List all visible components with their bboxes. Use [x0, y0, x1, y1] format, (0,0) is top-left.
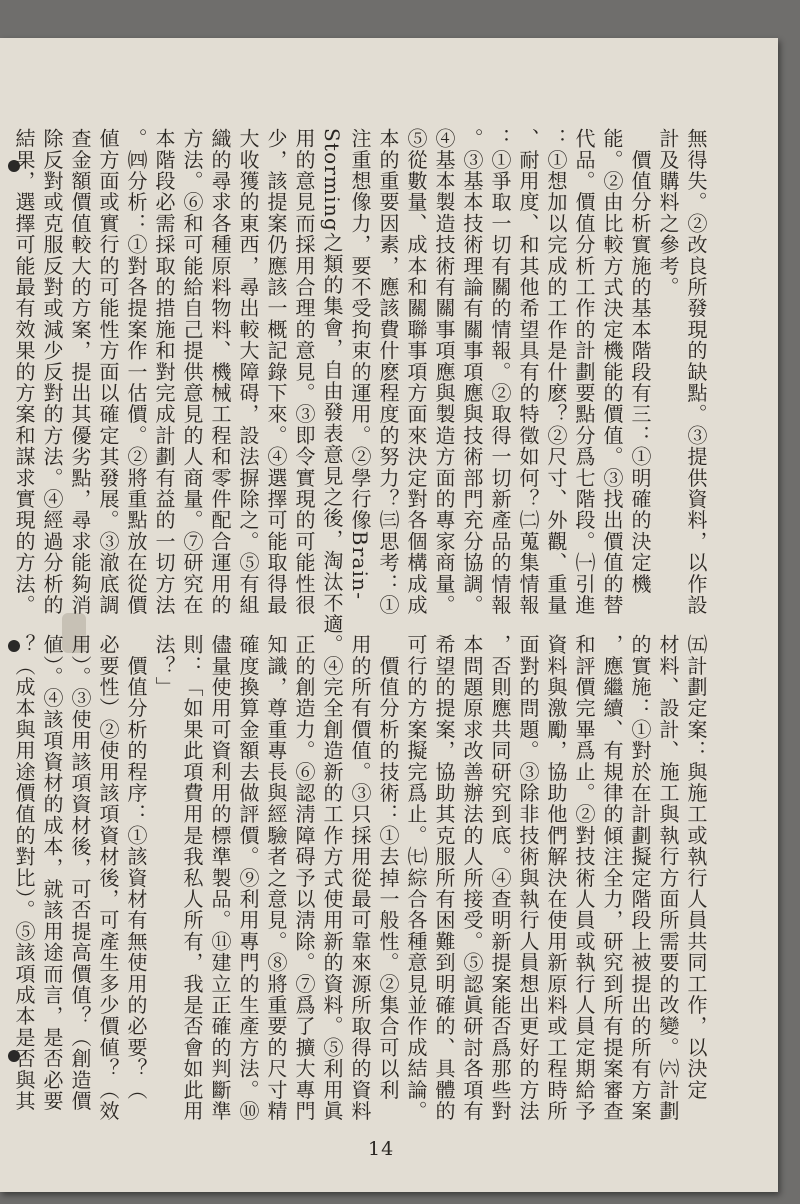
text-column: 用的意見而採用合理的意見。③即令實現的可能性很: [292, 128, 316, 616]
text-column: ⑤從數量、成本和關聯事項方面來決定對各個構成成: [404, 128, 428, 616]
text-column: 無得失。②改良所發現的缺點。③提供資料，以作設: [684, 128, 708, 616]
text-column: 用）。③使用該項資材後，可否提高價值？（創造價: [68, 634, 92, 1112]
bottom-text-block: [12, 634, 710, 1144]
text-column: ㈤計劃定案：與施工或執行人員共同工作，以決定: [684, 634, 708, 1101]
text-column: 。③基本技術理論有關事項應與技術部門充分協調。: [460, 128, 484, 616]
text-column: 。④完全創造新的工作方式使用新的資料。⑤利用眞: [320, 634, 344, 1122]
text-column: 値方面或實行的可能性方面以確定其發展。③澈底調: [96, 128, 120, 616]
top-text-block: [12, 128, 710, 648]
text-column: 少，該提案仍應該一概記錄下來。④選擇可能取得最: [264, 128, 288, 616]
text-column: 資料與激勵，協助他們解決在使用新原料或工程時所: [544, 634, 568, 1122]
text-column: 結果，選擇可能最有效果的方案和謀求實現的方法。: [12, 128, 36, 616]
text-column: 用的所有價值。③只採用從最可靠來源所取得的資料: [348, 634, 372, 1122]
text-column: 查金額價值較大的方案，提出其優劣點，尋求能夠消: [68, 128, 92, 616]
text-column: 。㈣分析：①對各提案作一估價。②將重點放在從價: [124, 128, 148, 616]
text-column: 儘量使用可資利用的標準製品。⑪建立正確的判斷準: [208, 634, 232, 1122]
text-column: 則：「如果此項費用是我私人所有，我是否會如此用: [180, 634, 204, 1122]
text-column: 方法。⑥和可能給自己提供意見的人商量。⑦研究在: [180, 128, 204, 616]
text-column: ：①想加以完成的工作是什麽？②尺寸、外觀、重量: [544, 128, 568, 616]
text-column: ？（成本與用途價值的對比）。⑤該項成本是否與其: [12, 634, 36, 1112]
text-column: 大收獲的東西，尋出較大障碍，設法摒除之。⑤有組: [236, 128, 260, 616]
text-column: 織的尋求各種原料物料、機械工程和零件配合運用的: [208, 128, 232, 616]
text-column: 本問題原求改善辦法的人所接受。⑤認眞研討各項有: [460, 634, 484, 1122]
text-column: 價值分析實施的基本階段有三：①明確的決定機: [628, 128, 652, 595]
text-column: 材料、設計、施工與執行方面所需要的改變。㈥計劃: [656, 634, 680, 1122]
text-column: 價值分析的程序：①該資材有無使用的必要？（: [124, 634, 148, 1101]
text-column: 希望的提案，協助其克服所有困難到明確的、具體的: [432, 634, 456, 1122]
text-column: 除反對或克服反對或減少反對的方法。④經過分析的: [40, 128, 64, 616]
text-column: 和評價完畢爲止。②對技術人員或執行人員定期給予: [572, 634, 596, 1122]
text-column: 知識，尊重專長與經驗者之意見。⑧將重要的尺寸精: [264, 634, 288, 1122]
text-column: 本的重要因素，應該費什麽程度的努力？㈢思考：①: [376, 128, 400, 616]
text-column: 代品。價值分析工作的計劃要點分爲七階段。㈠引進: [572, 128, 596, 616]
text-column: 面對的問題。③除非技術與執行人員想出更好的方法: [516, 634, 540, 1122]
text-column: 正的創造力。⑥認淸障碍予以淸除。⑦爲了擴大專門: [292, 634, 316, 1122]
text-column: Storming之類的集會，自由發表意見之後，淘汰不適: [320, 128, 344, 635]
text-column: ：①爭取一切有關的情報。②取得一切新產品的情報: [488, 128, 512, 616]
text-column: 可行的方案擬完爲止。㈦綜合各種意見並作成結論。: [404, 634, 428, 1122]
text-column: 能。②由比較方式決定機能的價值。③找出價值的替: [600, 128, 624, 616]
text-column: ④基本製造技術有關事項應與製造方面的專家商量。: [432, 128, 456, 616]
text-column: 計及購料之參考。: [656, 128, 680, 298]
text-column: ，應繼續、有規律的傾注全力，研究到所有提案審查: [600, 634, 624, 1122]
text-column: 確度換算金額去做評價。⑨利用專門的生產方法。⑩: [236, 634, 260, 1122]
text-column: 必要性）②使用該項資材後，可產生多少價値？（效: [96, 634, 120, 1122]
text-column: ，否則應共同研究到底。④查明新提案能否爲那些對: [488, 634, 512, 1122]
text-column: 注重想像力，要不受拘束的運用。②學行像Brain-: [348, 128, 372, 601]
text-column: 價值分析的技術：①去掉一般性。②集合可以利: [376, 634, 400, 1101]
text-column: 的實施：①對於在計劃擬定階段上被提出的所有方案: [628, 634, 652, 1122]
page-number: 14: [368, 1138, 395, 1160]
document-page: [0, 38, 778, 1192]
text-column: 本階段必需採取的措施和對完成計劃有益的一切方法: [152, 128, 176, 616]
text-column: 値）。④該項資材的成本，就該用途而言，是否必要: [40, 634, 64, 1112]
text-column: 、耐用度、和其他希望具有的特徵如何？㈡蒐集情報: [516, 128, 540, 616]
text-column: 法？」: [152, 634, 176, 698]
